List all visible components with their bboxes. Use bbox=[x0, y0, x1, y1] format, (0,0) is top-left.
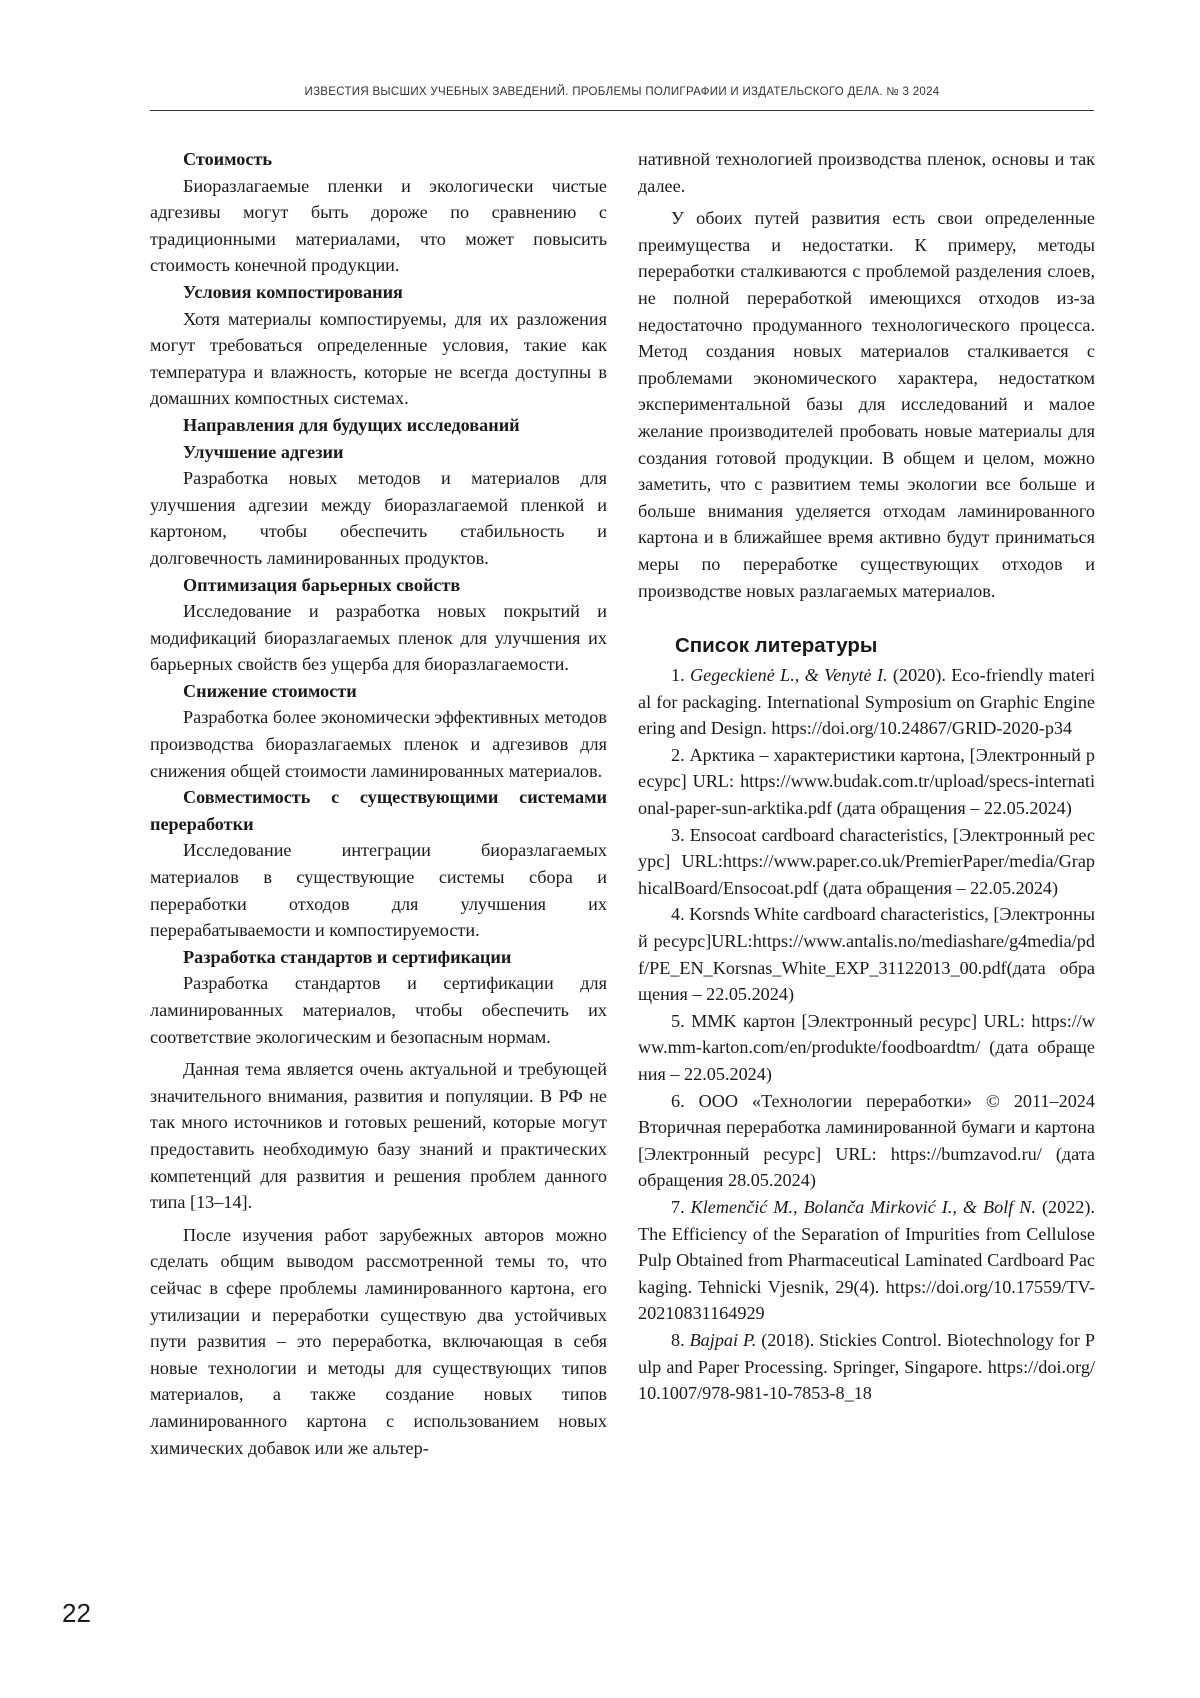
page-number: 22 bbox=[62, 1598, 91, 1628]
running-head: ИЗВЕСТИЯ ВЫСШИХ УЧЕБНЫХ ЗАВЕДЕНИЙ. ПРОБЛЕМЫ ПОЛИГРАФИИ И ИЗДАТЕЛЬСКОГО ДЕЛА. № 3 2024 bbox=[304, 86, 940, 98]
paragraph-compost: Хотя материалы компостируемы, для их разложения могут требоваться определенные условия, такие как температура и влажность, которые не всегда доступны в домашних компостных системах. bbox=[150, 308, 607, 409]
reference-text: (2020). Eco-friendly material for packaging. International Symposium on Graphic Engineering and Design. https://doi.org/10.24867/GRID-2020-p34 bbox=[638, 665, 1095, 739]
reference-number: 7. bbox=[671, 1196, 685, 1217]
reference-authors: Bajpai P. bbox=[689, 1329, 757, 1350]
reference-item bbox=[638, 901, 1095, 1007]
paragraph-development-paths: У обоих путей развития есть свои определенные преимущества и недостатки. К примеру, методы переработки сталкиваются с проблемой разделения слоев, не полной переработкой имеющихся отходов из-за недостаточно продуманного технологического процесса. Метод создания новых материалов сталкивается с проблемами экономического характера, недостатком экспериментальной базы для исследований и малое желание производителей пробовать новые материалы для создания готовой продукции. В общем и целом, можно заметить, что с развитием темы экологии все больше и больше внимания уделяется отходам ламинированного картона и в ближайшее время активно будут приниматься меры по переработке существующих отходов и производстве новых разлагаемых материалов. bbox=[638, 208, 1095, 601]
reference-text: MMK картон [Электронный ресурс] URL: https://www.mm-karton.com/en/produkte/foodboardtm/ (дата обращения – 22.05.2024) bbox=[638, 1010, 1095, 1084]
references-title: Список литературы bbox=[675, 634, 878, 658]
reference-number: 1. bbox=[671, 665, 685, 686]
heading-cost: Стоимость bbox=[183, 149, 273, 169]
paragraph-topic: Данная тема является очень актуальной и требующей значительного внимания, развития и популяции. В РФ не так много источников и готовых решений, которые могут предоставить необходимую базу знаний и практических компетенций для развития и решения проблем данного типа [13–14]. bbox=[150, 1059, 607, 1213]
paragraph-compatibility: Исследование интеграции биоразлагаемых материалов в существующие системы сбора и переработки отходов для улучшения их перерабатываемости и компостируемости. bbox=[150, 840, 607, 941]
reference-text: (2018). Stickies Control. Biotechnology for Pulp and Paper Processing. Springer, Singapore. https://doi.org/10.1007/978-981-10-7853-8_18 bbox=[638, 1329, 1095, 1404]
reference-number: 2. bbox=[671, 744, 685, 765]
reference-item bbox=[638, 742, 1095, 822]
reference-text: (2022). The Efficiency of the Separation of Impurities from Cellulose Pulp Obtained from Pharmaceutical Laminated Cardboard Packaging. Tehnicki Vjesnik, 29(4). https://doi.org/10.17559/TV-20210831164929 bbox=[638, 1196, 1095, 1324]
reference-text: Арктика – характеристики картона, [Электронный ресурс] URL: https://www.budak.com.tr/upload/specs-international-paper-sun-arktika.pdf (дата обращения – 22.05.2024) bbox=[638, 744, 1095, 819]
reference-text: ООО «Технологии переработки» © 2011–2024 Вторичная переработка ламинированной бумаги и картона [Электронный ресурс] URL: https://bumzavod.ru/ (дата обращения 28.05.2024) bbox=[638, 1090, 1095, 1191]
paragraph-reduce-cost: Разработка более экономически эффективных методов производства биоразлагаемых пленок и адгезивов для снижения общей стоимости ламинированных материалов. bbox=[150, 707, 607, 781]
paragraph-cost: Биоразлагаемые пленки и экологически чистые адгезивы могут быть дороже по сравнению с традиционными материалами, что может повысить стоимость конечной продукции. bbox=[150, 175, 607, 276]
reference-number: 3. bbox=[671, 824, 685, 845]
references-list bbox=[638, 662, 1095, 1407]
reference-number: 4. bbox=[671, 904, 685, 925]
paragraph-standards: Разработка стандартов и сертификации для ламинированных материалов, чтобы обеспечить их соответствие экологическим и безопасным нормам. bbox=[150, 973, 607, 1047]
reference-item bbox=[638, 1088, 1095, 1194]
heading-future-research: Направления для будущих исследований bbox=[183, 414, 520, 435]
left-column bbox=[150, 146, 607, 1461]
reference-number: 5. bbox=[671, 1010, 685, 1031]
heading-compatibility: Совместимость с существующими системами переработки bbox=[150, 787, 607, 834]
heading-barrier: Оптимизация барьерных свойств bbox=[183, 574, 461, 595]
reference-authors: Klemenčić M., Bolanča Mirković I., & Bolf N. bbox=[690, 1196, 1036, 1217]
reference-item bbox=[638, 1194, 1095, 1327]
reference-number: 8. bbox=[671, 1329, 685, 1350]
reference-authors: Gegeckienė L., & Venytė I. bbox=[689, 665, 888, 686]
reference-item bbox=[638, 662, 1095, 742]
heading-adhesion: Улучшение адгезии bbox=[183, 441, 344, 462]
reference-item bbox=[638, 822, 1095, 902]
reference-number: 6. bbox=[671, 1090, 685, 1111]
header-rule bbox=[150, 110, 1094, 111]
right-column bbox=[638, 146, 1095, 1407]
reference-item bbox=[638, 1327, 1095, 1407]
heading-reduce-cost: Снижение стоимости bbox=[183, 680, 357, 701]
reference-item bbox=[638, 1008, 1095, 1088]
paragraph-adhesion: Разработка новых методов и материалов для улучшения адгезии между биоразлагаемой пленкой и картоном, чтобы обеспечить стабильность и долговечность ламинированных продуктов. bbox=[150, 468, 607, 568]
heading-compost: Условия компостирования bbox=[183, 281, 403, 302]
paragraph-conclusion: После изучения работ зарубежных авторов можно сделать общим выводом рассмотренной темы то, что сейчас в сфере проблемы ламинированного картона, его утилизации и переработки существую два устойчивых пути развития – это переработка, включающая в себя новые технологии и методы для существующих типов материалов, а также создание новых типов ламинированного картона с использованием новых химических добавок или же альтер- bbox=[150, 1224, 607, 1458]
paragraph-continuation: нативной технологией производства пленок, основы и так далее. bbox=[638, 149, 1095, 196]
reference-text: Ensocoat cardboard characteristics, [Электронный ресурс] URL:https://www.paper.co.uk/PremierPaper/media/GraphicalBoard/Ensocoat.pdf (дата обращения – 22.05.2024) bbox=[638, 824, 1095, 898]
reference-text: Korsnds White cardboard characteristics, [Электронный ресурс]URL:https://www.antalis.no/mediashare/g4media/pdf/PE_EN_Korsnas_White_EXP_31122013_00.pdf(дата обращения – 22.05.2024) bbox=[638, 904, 1095, 1005]
heading-standards: Разработка стандартов и сертификации bbox=[183, 946, 512, 967]
paragraph-barrier: Исследование и разработка новых покрытий и модификаций биоразлагаемых пленок для улучшения их барьерных свойств без ущерба для биоразлагаемости. bbox=[150, 601, 607, 675]
